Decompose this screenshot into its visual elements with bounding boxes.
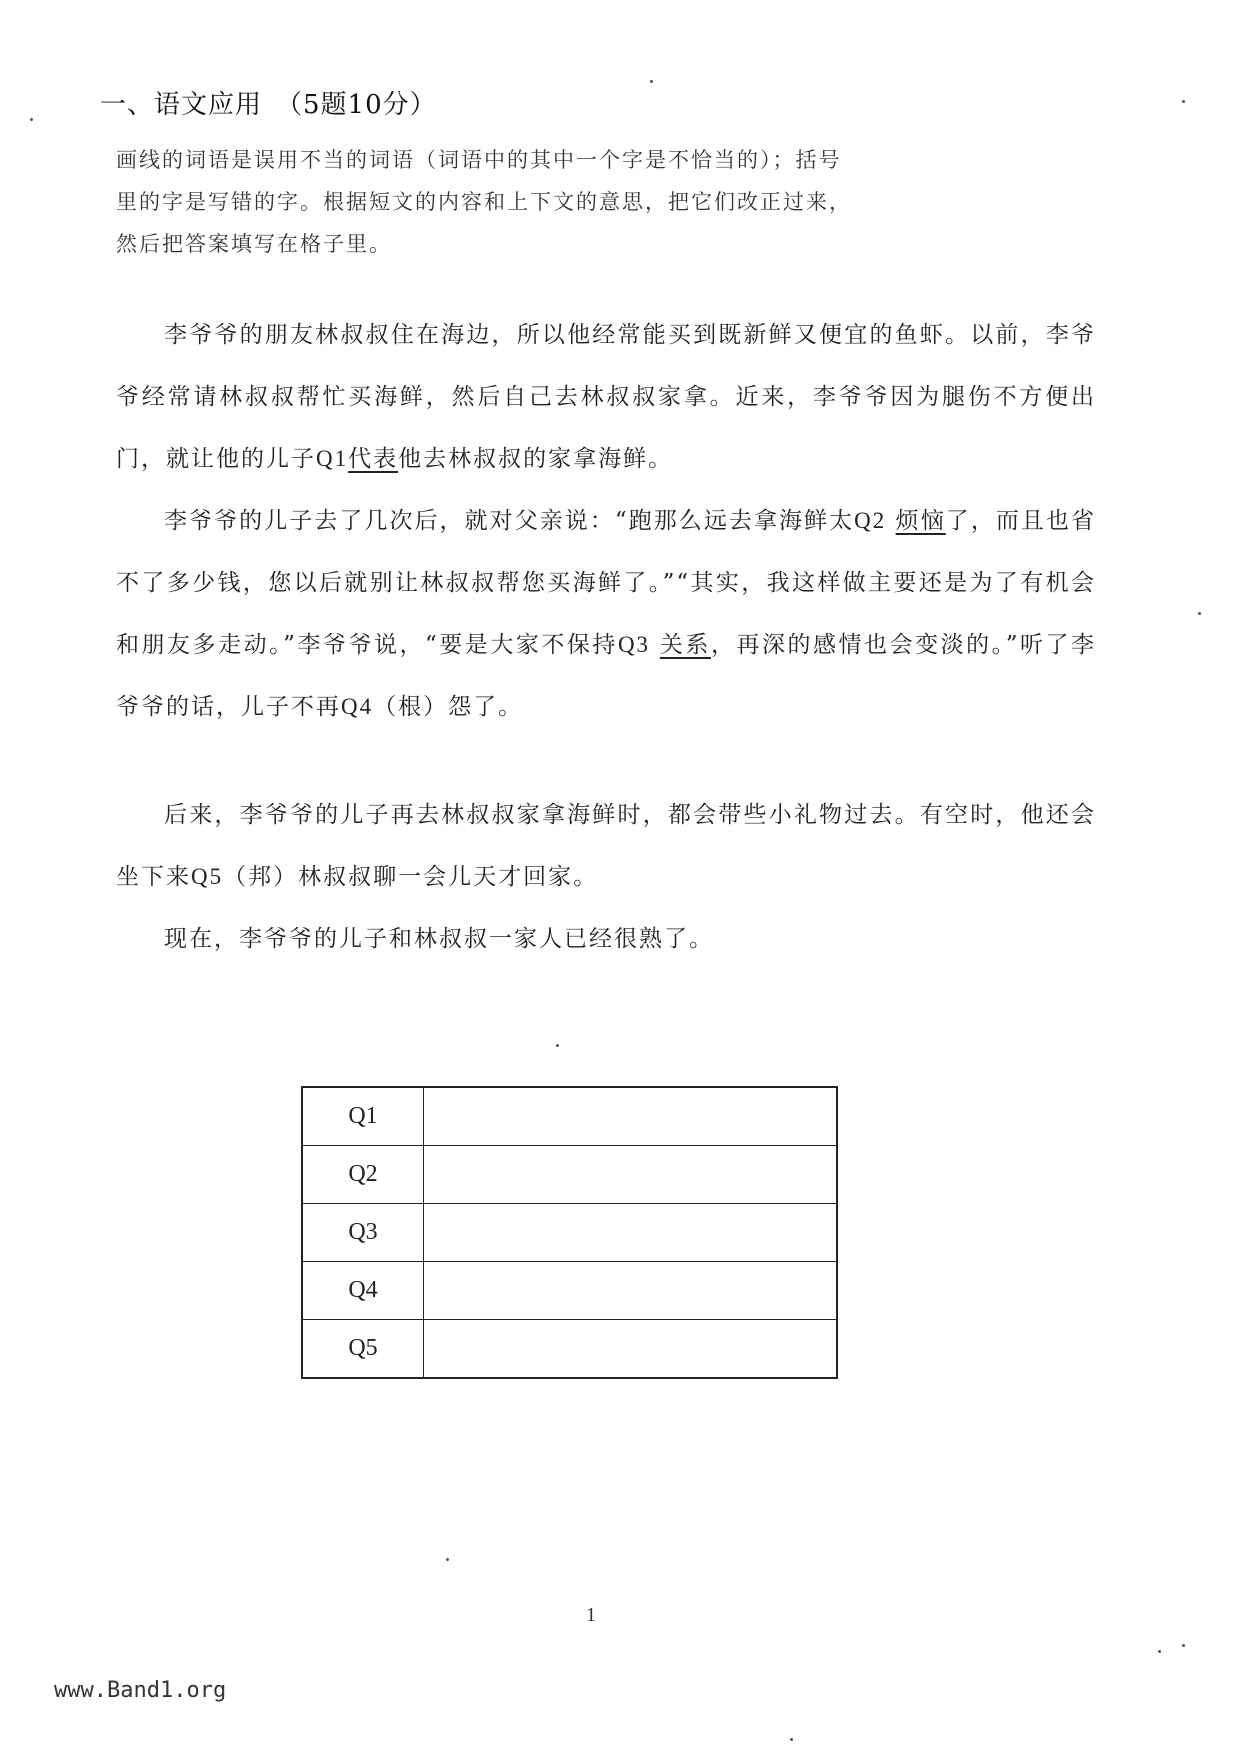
scan-speck [556, 1044, 559, 1047]
question-marker-q5: Q5 [191, 864, 224, 889]
answer-cell-q3[interactable] [424, 1204, 838, 1262]
answer-label: Q1 [302, 1087, 424, 1146]
passage-paragraph-4: 现在，李爷爷的儿子和林叔叔一家人已经很熟了。 [164, 926, 714, 952]
scan-speck [446, 1558, 449, 1561]
scan-speck [650, 80, 653, 83]
answer-row-q5 [302, 1320, 837, 1379]
answer-cell-q1[interactable] [424, 1087, 838, 1146]
scan-speck [1182, 100, 1185, 103]
passage-text: 李爷爷的朋友林叔叔住在海边，所以他经常能买到既新鲜又便宜的鱼虾。以前，李爷爷经常请林叔叔帮忙买海鲜，然后自己去林叔叔家拿。近来，李爷爷因为腿伤不方便出门，就让他的儿子 [116, 322, 1096, 472]
answer-label: Q3 [302, 1204, 424, 1262]
underlined-word-q3: 关系 [659, 632, 711, 657]
passage-text: 他去林叔叔的家拿海鲜。 [398, 446, 674, 472]
answer-row-q3 [302, 1204, 837, 1262]
instruction-line-1: 画线的词语是误用不当的词语（词语中的其中一个字是不恰当的）；括号 [116, 148, 842, 172]
answer-cell-q2[interactable] [424, 1146, 838, 1204]
answer-label: Q4 [302, 1262, 424, 1320]
footer-url: www.Band1.org [54, 1678, 227, 1703]
answer-row-q2 [302, 1146, 837, 1204]
passage-text: 李爷爷的儿子去了几次后，就对父亲说：“跑那么远去拿海鲜太 [164, 508, 855, 534]
underlined-word-q2: 烦恼 [895, 508, 946, 533]
page-number: 1 [586, 1604, 596, 1626]
answer-row-q1 [302, 1087, 837, 1146]
answer-cell-q5[interactable] [424, 1320, 838, 1379]
scan-speck [1198, 612, 1201, 615]
answer-cell-q4[interactable] [424, 1262, 838, 1320]
answer-label: Q5 [302, 1320, 424, 1379]
passage-paragraph-3 [116, 784, 1096, 908]
underlined-word-q1: 代表 [348, 446, 399, 471]
question-marker-q1: Q1 [316, 446, 349, 471]
question-marker-q2: Q2 [854, 508, 887, 533]
scan-speck [1182, 1644, 1185, 1647]
scan-speck [30, 118, 33, 121]
question-marker-q3: Q3 [617, 632, 651, 657]
answer-label: Q2 [302, 1146, 424, 1204]
scan-speck [790, 1738, 793, 1741]
passage-text: ，再深的感情也会变淡的。”听了李爷爷的话，儿子不再 [116, 632, 1097, 720]
section-heading: 一、语文应用 （5题10分） [100, 90, 437, 120]
scan-speck [1158, 1650, 1161, 1653]
instruction-line-3: 然后把答案填写在格子里。 [116, 232, 392, 256]
question-marker-q4: Q4 [341, 694, 374, 719]
instruction-line-2: 里的字是写错的字。根据短文的内容和上下文的意思，把它们改正过来， [116, 190, 852, 214]
passage-paragraph-1 [116, 304, 1096, 490]
passage-paragraph-2 [116, 490, 1096, 738]
passage-text: 后来，李爷爷的儿子再去林叔叔家拿海鲜时，都会带些小礼物过去。有空时，他还会坐下来 [116, 802, 1096, 890]
answer-row-q4 [302, 1262, 837, 1320]
bracketed-char-q5: （邦）林叔叔聊一会儿天才回家。 [223, 864, 599, 890]
answer-table [301, 1086, 838, 1379]
bracketed-char-q4: （根）怨了。 [373, 694, 524, 720]
passage-text: 了，而且也省不了多少钱，您以后就别让林叔叔帮您买海鲜了。”“其实，我这样做主要还是为了有机会和朋友多走动。”李爷爷说，“要是大家不保持 [116, 508, 1097, 658]
